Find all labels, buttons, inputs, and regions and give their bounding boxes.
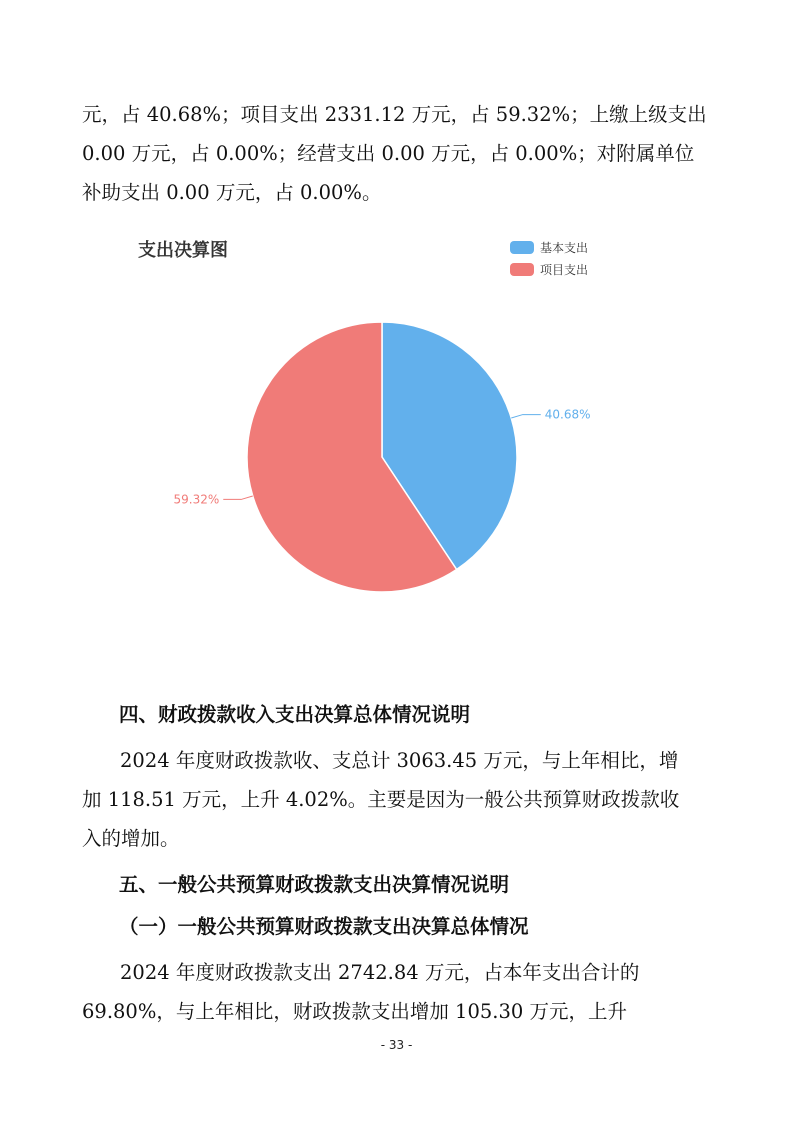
pie-label-leader-2 xyxy=(223,496,252,499)
text-line: 加 118.51 万元，上升 4.02%。主要是因为一般公共预算财政拨款收 xyxy=(82,788,680,811)
text-line: 元，占 40.68%；项目支出 2331.12 万元，占 59.32%；上缴上级支出 xyxy=(82,103,707,126)
legend-swatch-basic xyxy=(510,241,534,254)
chart-legend xyxy=(510,236,588,280)
pie-data-label-1: 40.68% xyxy=(544,407,591,422)
text-line: 2024 年度财政拨款收、支总计 3063.45 万元，与上年相比，增 xyxy=(120,749,679,772)
legend-swatch-project xyxy=(510,263,534,276)
chart-title: 支出决算图 xyxy=(138,240,228,261)
text-line: 0.00 万元，占 0.00%；经营支出 0.00 万元，占 0.00%；对附属单位 xyxy=(82,142,695,165)
section-heading-4: 四、财政拨款收入支出决算总体情况说明 xyxy=(119,703,471,726)
section4-paragraph xyxy=(82,741,714,858)
intro-paragraph xyxy=(82,95,714,212)
pie-label-leader-1 xyxy=(511,415,540,418)
pie-data-label-2: 59.32% xyxy=(173,492,220,507)
text-line: 补助支出 0.00 万元，占 0.00%。 xyxy=(82,181,382,204)
pie-slice-2 xyxy=(247,322,457,592)
legend-label-basic: 基本支出 xyxy=(540,240,589,255)
legend-item xyxy=(510,258,588,280)
text-line: 入的增加。 xyxy=(82,827,180,850)
text-line: 2024 年度财政拨款支出 2742.84 万元，占本年支出合计的 xyxy=(120,961,640,984)
page-number: - 33 - xyxy=(380,1038,413,1052)
subsection-heading: （一）一般公共预算财政拨款支出决算总体情况 xyxy=(119,915,529,938)
section5-paragraph xyxy=(82,953,714,1031)
section-heading-5: 五、一般公共预算财政拨款支出决算情况说明 xyxy=(119,873,510,896)
legend-item xyxy=(510,236,588,258)
text-line: 69.80%，与上年相比，财政拨款支出增加 105.30 万元，上升 xyxy=(82,1000,627,1023)
legend-label-project: 项目支出 xyxy=(540,262,589,277)
pie-slice-1 xyxy=(382,322,517,570)
